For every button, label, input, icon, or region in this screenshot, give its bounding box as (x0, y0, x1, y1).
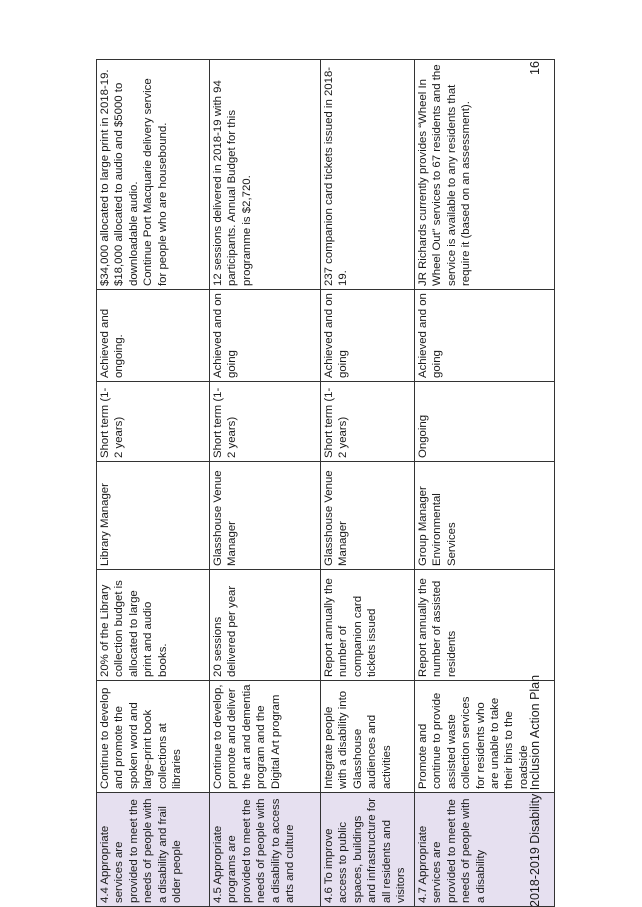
action-cell: Promote and continue to provide assisted waste collection services for residents who are unable to take their bins to the roadside (415, 681, 555, 793)
responsibility-cell: Glasshouse Venue Manager (321, 462, 415, 570)
timeframe-cell: Short term (1-2 years) (97, 382, 210, 462)
table-row (321, 60, 415, 907)
status-cell: Achieved and ongoing. (97, 290, 210, 382)
status-cell: Achieved and on going (210, 290, 321, 382)
table-row (210, 60, 321, 907)
action-plan-table (96, 59, 555, 907)
comments-cell: 237 companion card tickets issued in 2018-19. (321, 60, 415, 290)
timeframe-cell: Short term (1-2 years) (321, 382, 415, 462)
responsibility-cell: Glasshouse Venue Manager (210, 462, 321, 570)
comments-cell: $34,000 allocated to large print in 2018-19. $18,000 allocated to audio and $5000 to downloadable audio. Continue Port Macquarie delivery service for people who are housebound. (97, 60, 210, 290)
responsibility-cell: Group Manager Environmental Services (415, 462, 555, 570)
timeframe-cell: Short term (1-2 years) (210, 382, 321, 462)
action-cell: Continue to develop and promote the spoken word and large-print book collections at libraries (97, 681, 210, 793)
landscape-page (96, 60, 551, 907)
measure-cell: Report annually the number of assisted residents (415, 570, 555, 681)
rotated-page (96, 60, 551, 907)
objective-cell: 4.7 Appropriate services are provided to meet the needs of people with a disability (415, 793, 555, 907)
status-cell: Achieved and on going (415, 290, 555, 382)
action-cell: Integrate people with a disability into Glasshouse audiences and activities (321, 681, 415, 793)
table-row (97, 60, 210, 907)
responsibility-cell: Library Manager (97, 462, 210, 570)
page-number: 16 (528, 61, 542, 75)
measure-cell: 20% of the Library collection budget is allocated to large print and audio books. (97, 570, 210, 681)
objective-cell: 4.5 Appropriate programs are provided to meet the needs of people with a disability to access arts and culture (210, 793, 321, 907)
measure-cell: Report annually the number of companion card tickets issued (321, 570, 415, 681)
status-cell: Achieved and on going (321, 290, 415, 382)
action-cell: Continue to develop, promote and deliver the art and dementia program and the Digital Art program (210, 681, 321, 793)
timeframe-cell: Ongoing (415, 382, 555, 462)
footer-document-title: 2018-2019 Disability Inclusion Action Plan (528, 674, 542, 907)
comments-cell: JR Richards currently provides “Wheel In Wheel Out” services to 67 residents and the service is available to any residents that require it (based on an assessment). (415, 60, 555, 290)
measure-cell: 20 sessions delivered per year (210, 570, 321, 681)
objective-cell: 4.4 Appropriate services are provided to meet the needs of people with a disability and frail older people (97, 793, 210, 907)
objective-cell: 4.6 To improve access to public spaces, buildings and infrastructure for all residents and visitors (321, 793, 415, 907)
comments-cell: 12 sessions delivered in 2018-19 with 94 participants. Annual Budget for this programme is $2,720. (210, 60, 321, 290)
